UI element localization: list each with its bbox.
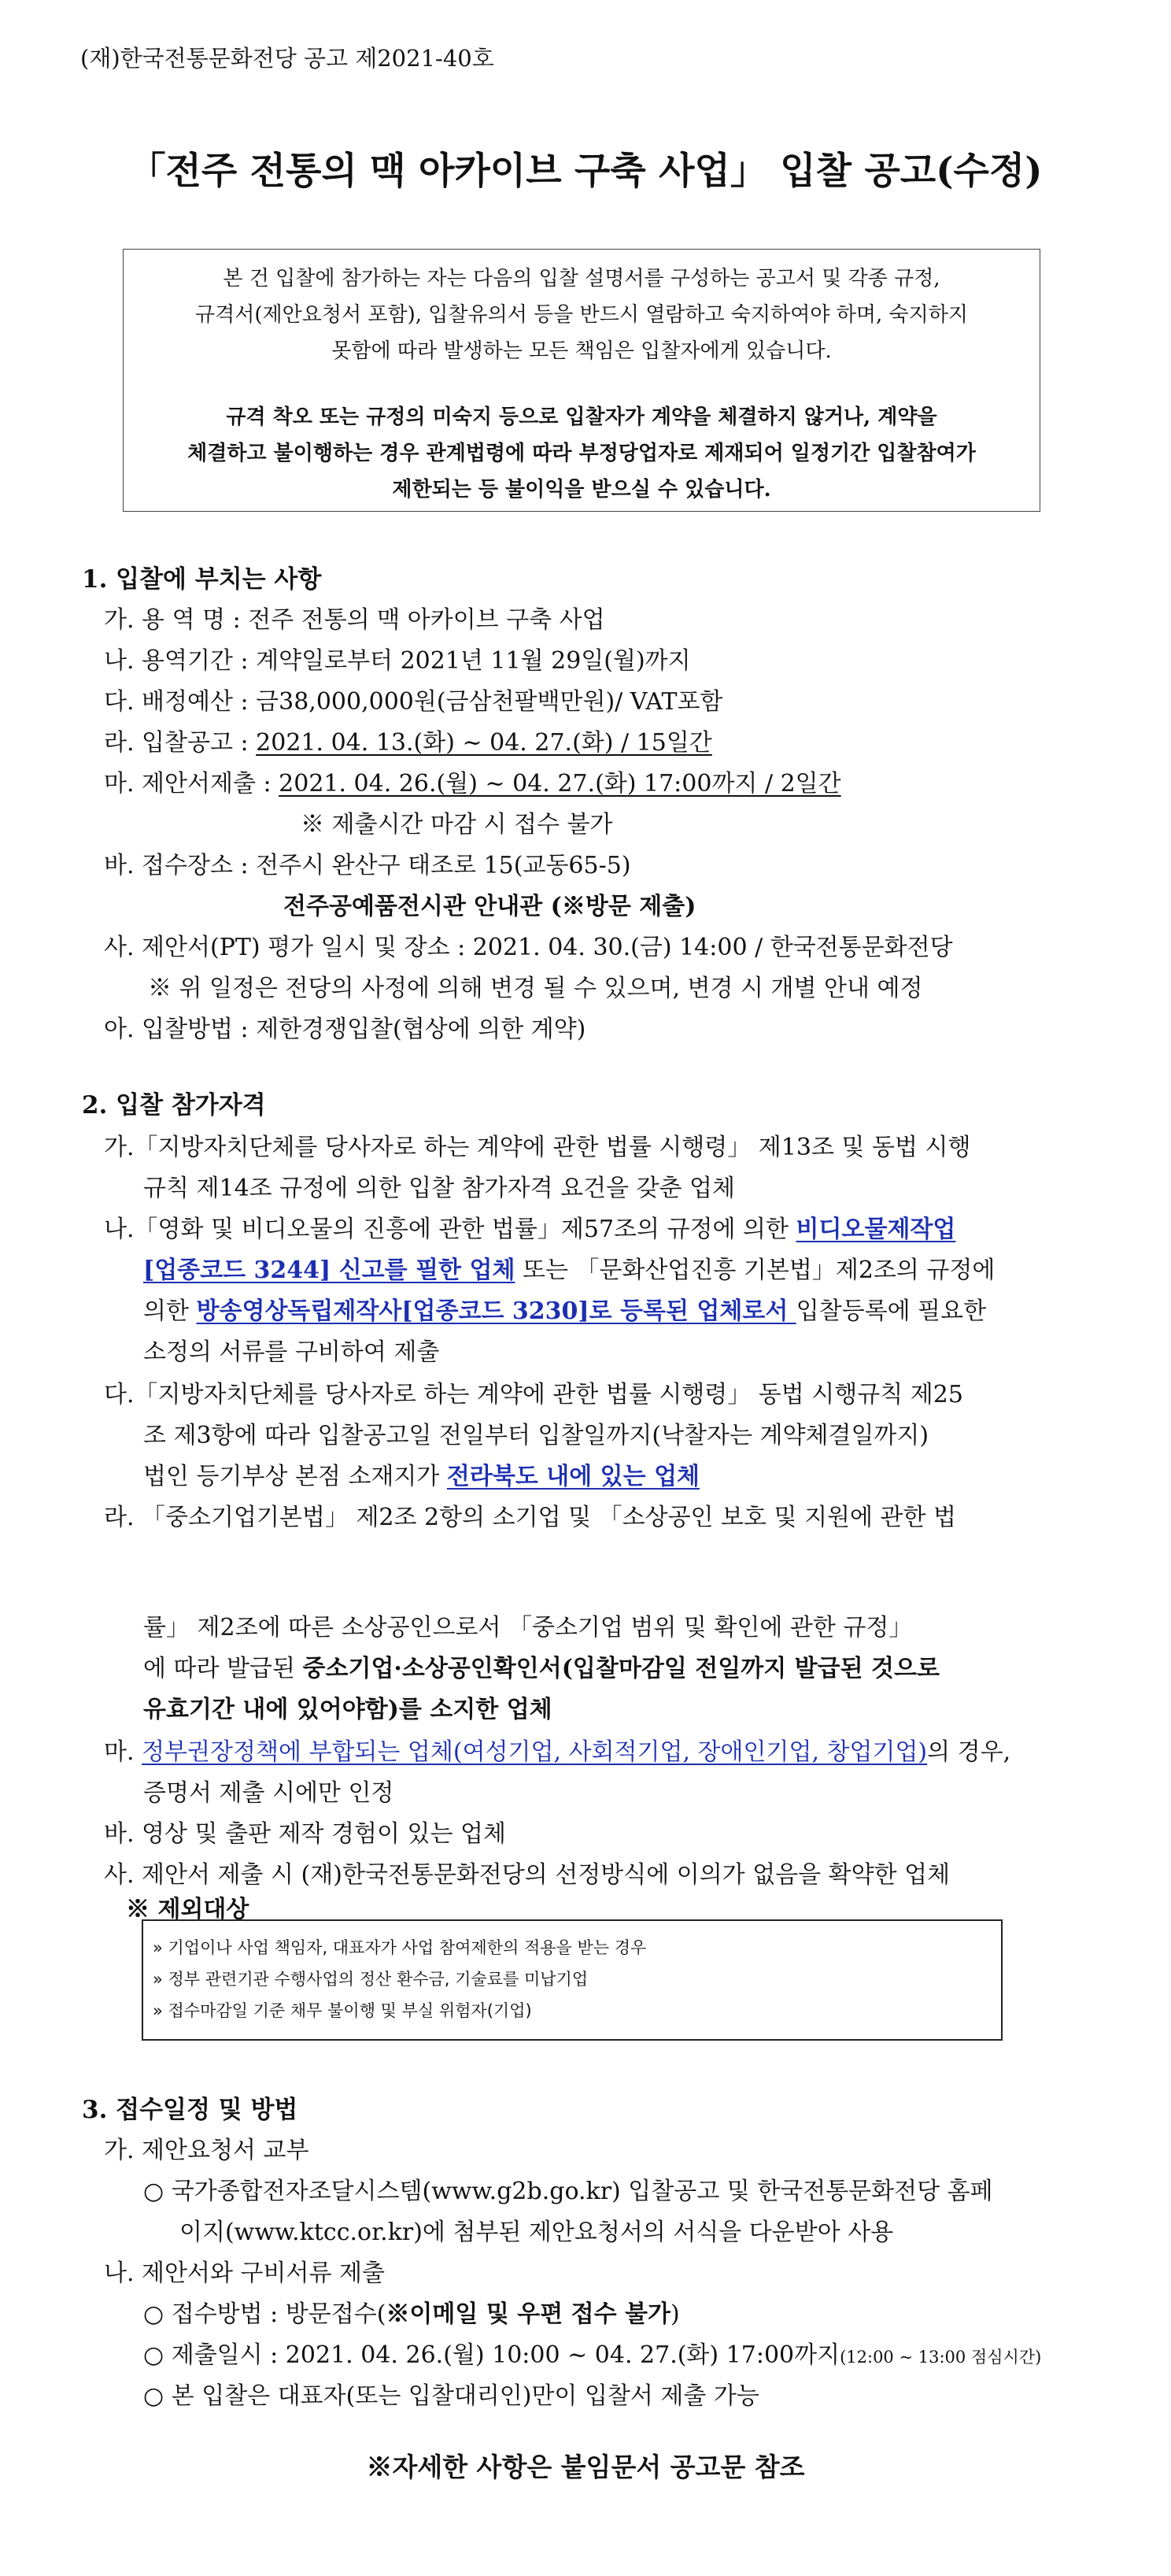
s2-item-ga: 가.「지방자치단체를 당사자로 하는 계약에 관한 법률 시행령」 제13조 및 동법 시행 (104, 1134, 971, 1161)
notice-warning-line: 체결하고 불이행하는 경우 관계법령에 따라 부정당업자로 제재되어 일정기간 입찰참여가 (187, 442, 976, 465)
s2-item-ra-line4: 유효기간 내에 있어야함)를 소지한 업체 (143, 1696, 552, 1723)
notice-warning-line: 제한되는 등 불이익을 받으실 수 있습니다. (392, 478, 771, 502)
proposal-submission-period: 2021. 04. 26.(월) ~ 04. 27.(화) 17:00까지 / 2일간 (279, 770, 841, 798)
exclusion-item: » 정부 관련기관 수행사업의 정산 환수금, 기술료를 미납기업 (153, 1970, 589, 1989)
s3-item-ga-bullet-cont: 이지(www.ktcc.or.kr)에 첨부된 제안요청서의 서식을 다운받아 사용 (179, 2219, 894, 2246)
s2-item-ra-line3: 에 따라 발급된 중소기업·소상공인확인서(입찰마감일 전일까지 발급된 것으로 (143, 1655, 940, 1682)
s1-evaluation-note: ※ 위 일정은 전당의 사정에 의해 변경 될 수 있으며, 변경 시 개별 안내 예정 (148, 975, 923, 1002)
s3-item-na: 나. 제안서와 구비서류 제출 (104, 2260, 385, 2287)
s2-item-ra-line2: 률」 제2조에 따른 소상공인으로서 「중소기업 범위 및 확인에 관한 규정」 (143, 1614, 913, 1641)
s2-item-sa: 사. 제안서 제출 시 (재)한국전통문화전당의 선정방식에 이의가 없음을 확약한 업체 (104, 1861, 951, 1889)
s2-item-na: 나.「영화 및 비디오물의 진흥에 관한 법률」제57조의 규정에 의한 비디오물제작업 (104, 1216, 956, 1243)
exclusion-item: » 기업이나 사업 책임자, 대표자가 사업 참여제한의 적용을 받는 경우 (153, 1938, 647, 1957)
notice-box (123, 249, 1040, 512)
s1-venue-place: 전주공예품전시관 안내관 (※방문 제출) (283, 893, 696, 920)
s1-service-period: 나. 용역기간 : 계약일로부터 2021년 11월 29일(월)까지 (104, 647, 691, 675)
s3-item-ga: 가. 제안요청서 교부 (104, 2137, 309, 2164)
s2-item-na-line2: [업종코드 3244] 신고를 필한 업체 또는 「문화산업진흥 기본법」제2조의 규정에 (143, 1257, 996, 1284)
s1-budget: 다. 배정예산 : 금38,000,000원(금삼천팔백만원)/ VAT포함 (104, 688, 723, 716)
s2-item-da: 다.「지방자치단체를 당사자로 하는 계약에 관한 법률 시행령」 동법 시행규칙 제25 (104, 1381, 963, 1408)
s2-item-na-line4: 소정의 서류를 구비하여 제출 (143, 1338, 440, 1366)
s1-venue: 바. 접수장소 : 전주시 완산구 태조로 15(교동65-5) (104, 852, 631, 879)
sme-certificate: 중소기업·소상공인확인서(입찰마감일 전일까지 발급된 것으로 (302, 1655, 940, 1682)
document-number: (재)한국전통문화전당 공고 제2021-40호 (80, 45, 494, 72)
no-email-post: ※이메일 및 우편 접수 불가 (386, 2300, 671, 2328)
footer-note: ※자세한 사항은 붙임문서 공고문 참조 (366, 2452, 805, 2482)
exclusion-box (142, 1919, 1003, 2041)
s1-submission-note: ※ 제출시간 마감 시 접수 불가 (301, 811, 613, 838)
bid-announcement-period: 2021. 04. 13.(화) ~ 04. 27.(화) / 15일간 (256, 729, 712, 757)
exclusion-heading: ※ 제외대상 (126, 1896, 249, 1923)
s3-submission-datetime: ○ 제출일시 : 2021. 04. 26.(월) 10:00 ~ 04. 27.(화) 17:00까지(12:00 ~ 13:00 점심시간) (143, 2341, 1042, 2369)
s1-evaluation: 사. 제안서(PT) 평가 일시 및 장소 : 2021. 04. 30.(금) 14:00 / 한국전통문화전당 (104, 934, 953, 961)
s1-service-name: 가. 용 역 명 : 전주 전통의 맥 아카이브 구축 사업 (104, 606, 605, 634)
section3-heading: 3. 접수일정 및 방법 (82, 2096, 298, 2124)
policy-businesses: 정부권장정책에 부합되는 업체(여성기업, 사회적기업, 장애인기업, 창업기업) (142, 1738, 928, 1766)
notice-line: 규격서(제안요청서 포함), 입찰유의서 등을 반드시 열람하고 숙지하여야 하며, 숙지하지 (195, 303, 968, 327)
s1-bid-method: 아. 입찰방법 : 제한경쟁입찰(협상에 의한 계약) (104, 1016, 586, 1043)
section1-heading: 1. 입찰에 부치는 사항 (82, 565, 322, 594)
s3-submitter-rule: ○ 본 입찰은 대표자(또는 입찰대리인)만이 입찰서 제출 가능 (143, 2382, 759, 2410)
s2-item-da-line2: 조 제3항에 따라 입찰공고일 전일부터 입찰일까지(낙찰자는 계약체결일까지) (143, 1422, 929, 1449)
s2-item-ma: 마. 정부권장정책에 부합되는 업체(여성기업, 사회적기업, 장애인기업, 창업기업)의 경우, (104, 1738, 1011, 1766)
s2-item-ba: 바. 영상 및 출판 제작 경험이 있는 업체 (104, 1820, 506, 1848)
s2-item-ma-line2: 증명서 제출 시에만 인정 (143, 1779, 394, 1807)
notice-line: 본 건 입찰에 참가하는 자는 다음의 입찰 설명서를 구성하는 공고서 및 각종 규정, (223, 267, 940, 291)
s2-item-na-line3: 의한 방송영상독립제작사[업종코드 3230]로 등록된 업체로서 입찰등록에 필요한 (143, 1297, 987, 1325)
s1-proposal-submission: 마. 제안서제출 : 2021. 04. 26.(월) ~ 04. 27.(화) 17:00까지 / 2일간 (104, 770, 841, 798)
s2-item-da-line3: 법인 등기부상 본점 소재지가 전라북도 내에 있는 업체 (143, 1463, 700, 1490)
s2-item-ra: 라. 「중소기업기본법」 제2조 2항의 소기업 및 「소상공인 보호 및 지원에 관한 법 (104, 1504, 957, 1531)
jeonbuk-location: 전라북도 내에 있는 업체 (446, 1463, 700, 1490)
business-code-3230: 방송영상독립제작사[업종코드 3230]로 등록된 업체로서 (196, 1297, 796, 1325)
s2-item-ga-cont: 규칙 제14조 규정에 의한 입찰 참가자격 요건을 갖춘 업체 (143, 1175, 736, 1202)
s1-bid-announcement: 라. 입찰공고 : 2021. 04. 13.(화) ~ 04. 27.(화) / 15일간 (104, 729, 712, 757)
section2-heading: 2. 입찰 참가자격 (82, 1091, 266, 1120)
notice-line: 못함에 따라 발생하는 모든 책임은 입찰자에게 있습니다. (331, 339, 832, 363)
video-production-business: 비디오물제작업 (796, 1216, 956, 1243)
notice-warning-line: 규격 착오 또는 규정의 미숙지 등으로 입찰자가 계약을 체결하지 않거나, 계약을 (226, 405, 937, 429)
s3-submission-method: ○ 접수방법 : 방문접수(※이메일 및 우편 접수 불가) (143, 2300, 680, 2328)
lunch-break-note: (12:00 ~ 13:00 점심시간) (840, 2348, 1042, 2367)
page-title: 「전주 전통의 맥 아카이브 구축 사업」 입찰 공고(수정) (128, 150, 1043, 193)
s3-item-ga-bullet: ○ 국가종합전자조달시스템(www.g2b.go.kr) 입찰공고 및 한국전통문화전당 홈페 (143, 2178, 993, 2205)
business-code-3244: [업종코드 3244] 신고를 필한 업체 (143, 1257, 515, 1284)
exclusion-item: » 접수마감일 기준 채무 불이행 및 부실 위험자(기업) (153, 2001, 532, 2020)
